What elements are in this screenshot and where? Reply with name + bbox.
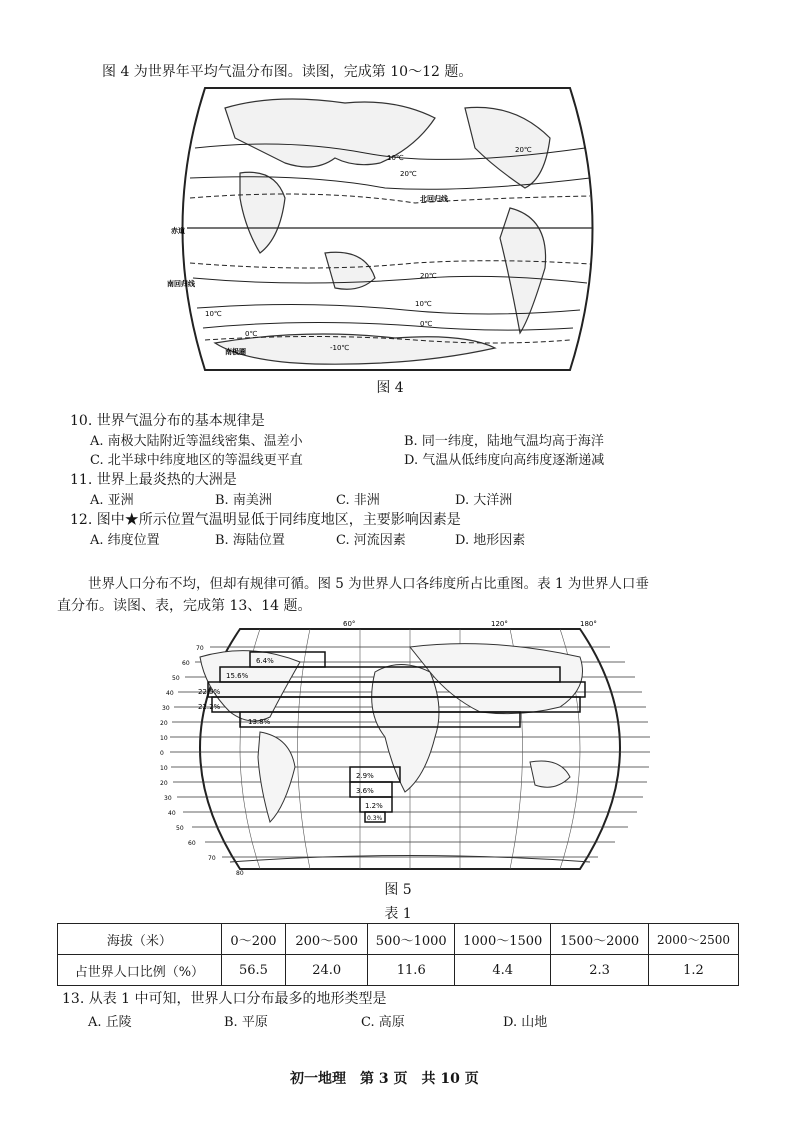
table-header-row [58, 924, 739, 955]
svg-text:40: 40 [166, 690, 174, 697]
table-row [58, 955, 739, 986]
fig4-label: 10℃ [205, 310, 222, 318]
svg-text:60: 60 [188, 840, 196, 847]
svg-text:70: 70 [208, 855, 216, 862]
fig5-intro-line1: 世界人口分布不均，但却有规律可循。图 5 为世界人口各纬度所占比重图。表 1 为世界人口垂 [88, 576, 649, 592]
fig5-pct-label: 15.6% [226, 672, 249, 680]
figure-5-caption: 图 5 [384, 882, 412, 898]
figure-5-population-map [160, 617, 660, 879]
q12-option-b[interactable]: B. 海陆位置 [215, 533, 285, 548]
fig5-pct-label: 6.4% [256, 657, 274, 665]
q13-option-c[interactable]: C. 高原 [361, 1015, 405, 1030]
table-1-title: 表 1 [384, 906, 412, 922]
table-cell: 56.5 [221, 955, 285, 986]
table-cell: 1.2 [649, 955, 739, 986]
q10-option-c[interactable]: C. 北半球中纬度地区的等温线更平直 [90, 453, 303, 468]
fig5-pct-label: 0.3% [367, 815, 383, 822]
fig4-label: 10℃ [387, 154, 404, 162]
table-header-cell: 200～500 [286, 924, 368, 955]
table-header-cell: 500～1000 [368, 924, 455, 955]
q13-option-d[interactable]: D. 山地 [503, 1015, 548, 1030]
q12-option-c[interactable]: C. 河流因素 [336, 533, 406, 548]
svg-text:30: 30 [164, 795, 172, 802]
svg-text:50: 50 [176, 825, 184, 832]
fig5-pct-label: 13.8% [248, 718, 271, 726]
table-cell: 占世界人口比例（%） [58, 955, 222, 986]
svg-text:10: 10 [160, 765, 168, 772]
fig5-pct-label: 3.6% [356, 787, 374, 795]
fig5-lon-label: 120° [491, 620, 508, 628]
svg-text:60: 60 [182, 660, 190, 667]
fig5-pct-label: 2.9% [356, 772, 374, 780]
fig4-label: 20℃ [420, 272, 437, 280]
svg-text:50: 50 [172, 675, 180, 682]
table-cell: 2.3 [551, 955, 649, 986]
page-footer: 初一地理 第 3 页 共 10 页 [290, 1071, 479, 1087]
fig5-lon-label: 60° [343, 620, 356, 628]
svg-text:0: 0 [160, 750, 164, 757]
table-header-cell: 海拔（米） [58, 924, 222, 955]
svg-text:80: 80 [236, 870, 244, 877]
q10-option-a[interactable]: A. 南极大陆附近等温线密集、温差小 [90, 434, 303, 449]
svg-text:20: 20 [160, 780, 168, 787]
table-1-altitude-population [57, 923, 739, 986]
fig4-label: 20℃ [515, 146, 532, 154]
question-11-stem: 11. 世界上最炎热的大洲是 [70, 472, 237, 488]
q11-option-d[interactable]: D. 大洋洲 [455, 493, 513, 508]
fig5-lon-label: 180° [580, 620, 597, 628]
q10-option-d[interactable]: D. 气温从低纬度向高纬度逐渐递减 [404, 453, 605, 468]
figure-4-caption: 图 4 [376, 380, 404, 396]
svg-text:20: 20 [160, 720, 168, 727]
svg-text:10: 10 [160, 735, 168, 742]
fig5-pct-label: 22.2% [198, 703, 221, 711]
table-cell: 24.0 [286, 955, 368, 986]
q12-option-a[interactable]: A. 纬度位置 [90, 533, 160, 548]
fig5-pct-label: 1.2% [365, 802, 383, 810]
q12-option-d[interactable]: D. 地形因素 [455, 533, 526, 548]
q13-option-a[interactable]: A. 丘陵 [88, 1015, 132, 1030]
question-12-stem: 12. 图中★所示位置气温明显低于同纬度地区，主要影响因素是 [70, 512, 461, 528]
question-13-stem: 13. 从表 1 中可知，世界人口分布最多的地形类型是 [62, 991, 387, 1007]
table-header-cell: 1000～1500 [455, 924, 551, 955]
fig4-label: 南极圈 [225, 348, 246, 356]
question-10-stem: 10. 世界气温分布的基本规律是 [70, 413, 265, 429]
q11-option-b[interactable]: B. 南美洲 [215, 493, 272, 508]
fig4-label: 10℃ [415, 300, 432, 308]
table-header-cell: 2000～2500 [649, 924, 739, 955]
figure-4-temperature-map [165, 78, 610, 380]
fig4-label: 北回归线 [420, 195, 448, 203]
fig5-pct-label: 22.5% [198, 688, 221, 696]
q11-option-a[interactable]: A. 亚洲 [90, 493, 134, 508]
q13-option-b[interactable]: B. 平原 [224, 1015, 268, 1030]
table-cell: 11.6 [368, 955, 455, 986]
fig5-intro-line2: 直分布。读图、表，完成第 13、14 题。 [57, 598, 312, 614]
q11-option-c[interactable]: C. 非洲 [336, 493, 380, 508]
svg-text:40: 40 [168, 810, 176, 817]
fig4-label: 0℃ [245, 330, 258, 338]
fig4-label: 南回归线 [167, 280, 195, 288]
fig4-label: -10℃ [330, 344, 350, 352]
table-cell: 4.4 [455, 955, 551, 986]
fig4-label: 20℃ [400, 170, 417, 178]
svg-text:30: 30 [162, 705, 170, 712]
fig4-intro: 图 4 为世界年平均气温分布图。读图，完成第 10～12 题。 [102, 64, 473, 80]
svg-text:70: 70 [196, 645, 204, 652]
fig4-label: 0℃ [420, 320, 433, 328]
table-header-cell: 1500～2000 [551, 924, 649, 955]
table-header-cell: 0～200 [221, 924, 285, 955]
fig4-label: 赤道 [171, 227, 185, 235]
q10-option-b[interactable]: B. 同一纬度，陆地气温均高于海洋 [404, 434, 604, 449]
